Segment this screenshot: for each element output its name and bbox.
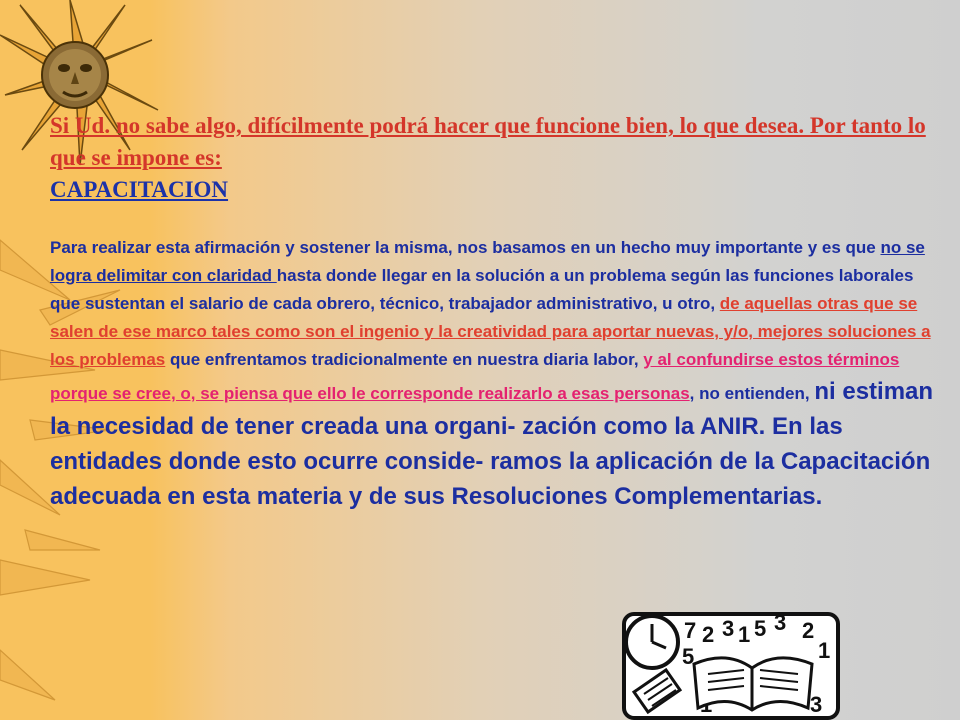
calendar-digit: 2 — [702, 622, 715, 647]
paragraph-underline-blue: no se logra delimitar con claridad — [50, 238, 925, 285]
calendar-digit: 3 — [810, 692, 823, 717]
paragraph-intro: Para realizar esta afirmación y sostener la misma, nos basamos en un hecho muy importante y es que — [50, 238, 881, 257]
paragraph-continuation: que enfrentamos tradicionalmente en nuestra diaria labor, — [165, 350, 644, 369]
title-keyword: CAPACITACION — [50, 177, 229, 202]
paragraph-conclusion: ni estiman la necesidad de tener creada una organi- zación como la ANIR. En las entidades donde esto ocurre conside- ramos la aplicación de la Capacitación adecuada en esta materia y de sus Resoluciones Complementarias. — [50, 378, 934, 510]
calendar-book-clock-icon — [622, 612, 840, 720]
calendar-digit: 7 — [684, 618, 697, 643]
calendar-digit: 1 — [818, 638, 831, 663]
body-paragraph — [50, 234, 942, 514]
calendar-digit: 1 — [738, 622, 751, 647]
calendar-digit: 5 — [754, 616, 767, 641]
paragraph-middle: hasta donde llegar en la solución a un problema según las funciones laborales que sustentan el salario de cada obrero, técnico, trabajador administrativo, u otro, — [50, 266, 914, 313]
title-statement: Si Ud. no sabe algo, difícilmente podrá hacer que funcione bien, lo que desea. Por tanto lo que se impone es: — [50, 113, 926, 170]
paragraph-transition: , no entienden, — [689, 384, 815, 403]
calendar-digit: 5 — [682, 644, 695, 669]
calendar-digit: 2 — [802, 618, 815, 643]
calendar-digit: 3 — [722, 616, 735, 641]
slide-title — [50, 110, 955, 206]
calendar-digit: 3 — [774, 612, 787, 635]
paragraph-underline-red: de aquellas otras que se salen de ese marco tales como son el ingenio y la creatividad para aportar nuevas, y/o, mejores soluciones a los problemas — [50, 294, 931, 369]
paragraph-underline-pink: y al confundirse estos términos porque se cree, o, se piensa que ello le corresponde realizarlo a esas personas — [50, 350, 900, 403]
